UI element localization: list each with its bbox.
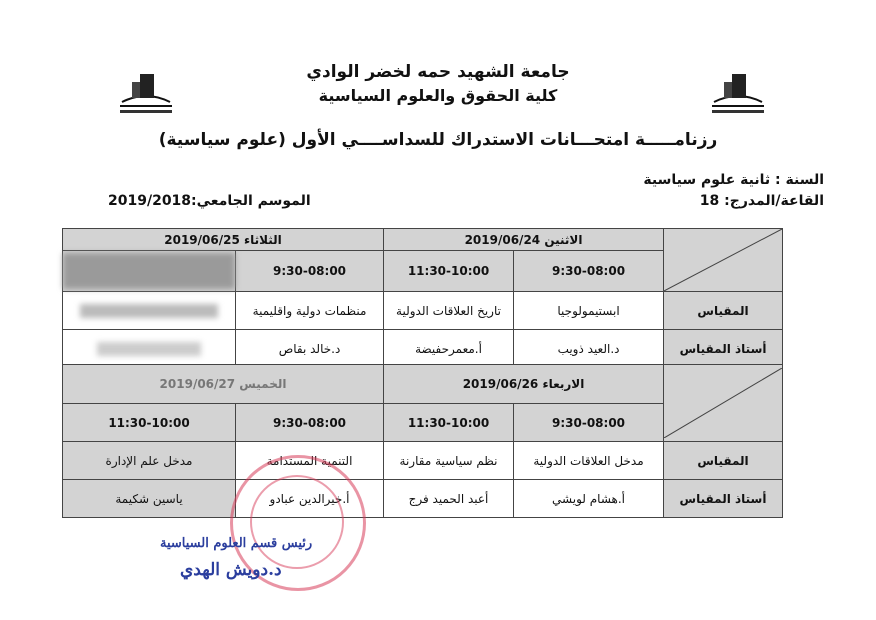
university-name: جامعة الشهيد حمه لخضر الوادي <box>306 62 570 82</box>
subject-cell: مدخل علم الإدارة <box>63 442 236 480</box>
schedule-table-week1 <box>62 228 783 368</box>
subject-cell: التنمية المستدامة <box>236 442 384 480</box>
signature-title: رئيس قسم العلوم السياسية <box>160 536 313 551</box>
redacted-cell <box>63 292 236 330</box>
row-label-subject: المقياس <box>664 292 783 330</box>
official-stamp-inner <box>250 475 344 569</box>
room-label: القاعة/المدرج: 18 <box>699 193 824 209</box>
subject-cell: منظمات دولية واقليمية <box>236 292 384 330</box>
row-label-subject: المقياس <box>664 442 783 480</box>
corner-cell <box>664 365 783 442</box>
teacher-cell: ياسين شكيمة <box>63 480 236 518</box>
time-slot: 11:30-10:00 <box>63 404 236 442</box>
day-header: الخميس 2019/06/27 <box>63 365 384 404</box>
teacher-cell: د.خالد بقاص <box>236 330 384 368</box>
subject-cell: تاريخ العلاقات الدولية <box>384 292 514 330</box>
signature-name: د.دويش الهدي <box>180 560 282 580</box>
redacted-cell <box>63 330 236 368</box>
schedule-table-week2 <box>62 364 783 518</box>
faculty-name: كلية الحقوق والعلوم السياسية <box>318 86 558 105</box>
teacher-cell: أعبد الحميد فرج <box>384 480 514 518</box>
time-slot: 9:30-08:00 <box>514 404 664 442</box>
page-title: رزنامـــــة امتحـــانات الاستدراك للسداســــي الأول (علوم سياسية) <box>158 130 718 150</box>
subject-cell: نظم سياسية مقارنة <box>384 442 514 480</box>
row-label-teacher: أستاذ المقياس <box>664 330 783 368</box>
teacher-cell: أ.معمرحفيضة <box>384 330 514 368</box>
row-label-teacher: أستاذ المقياس <box>664 480 783 518</box>
year-label: السنة : ثانية علوم سياسية <box>643 172 824 188</box>
day-header: الثلاثاء 2019/06/25 <box>63 229 384 251</box>
teacher-cell: أ.هشام لويشي <box>514 480 664 518</box>
teacher-cell: د.العيد ذويب <box>514 330 664 368</box>
time-slot: 11:30-10:00 <box>384 251 514 292</box>
time-slot: 11:30-10:00 <box>384 404 514 442</box>
day-header: الاربعاء 2019/06/26 <box>384 365 664 404</box>
time-slot: 9:30-08:00 <box>236 404 384 442</box>
time-slot: 9:30-08:00 <box>514 251 664 292</box>
corner-cell <box>664 229 783 292</box>
season-label: الموسم الجامعي:2019/2018 <box>108 193 311 209</box>
day-header: الاثنين 2019/06/24 <box>384 229 664 251</box>
time-slot: 9:30-08:00 <box>236 251 384 292</box>
redacted-cell <box>63 251 236 292</box>
teacher-cell: أ.خيرالدين عبادو <box>236 480 384 518</box>
subject-cell: ابستيمولوجيا <box>514 292 664 330</box>
subject-cell: مدخل العلاقات الدولية <box>514 442 664 480</box>
